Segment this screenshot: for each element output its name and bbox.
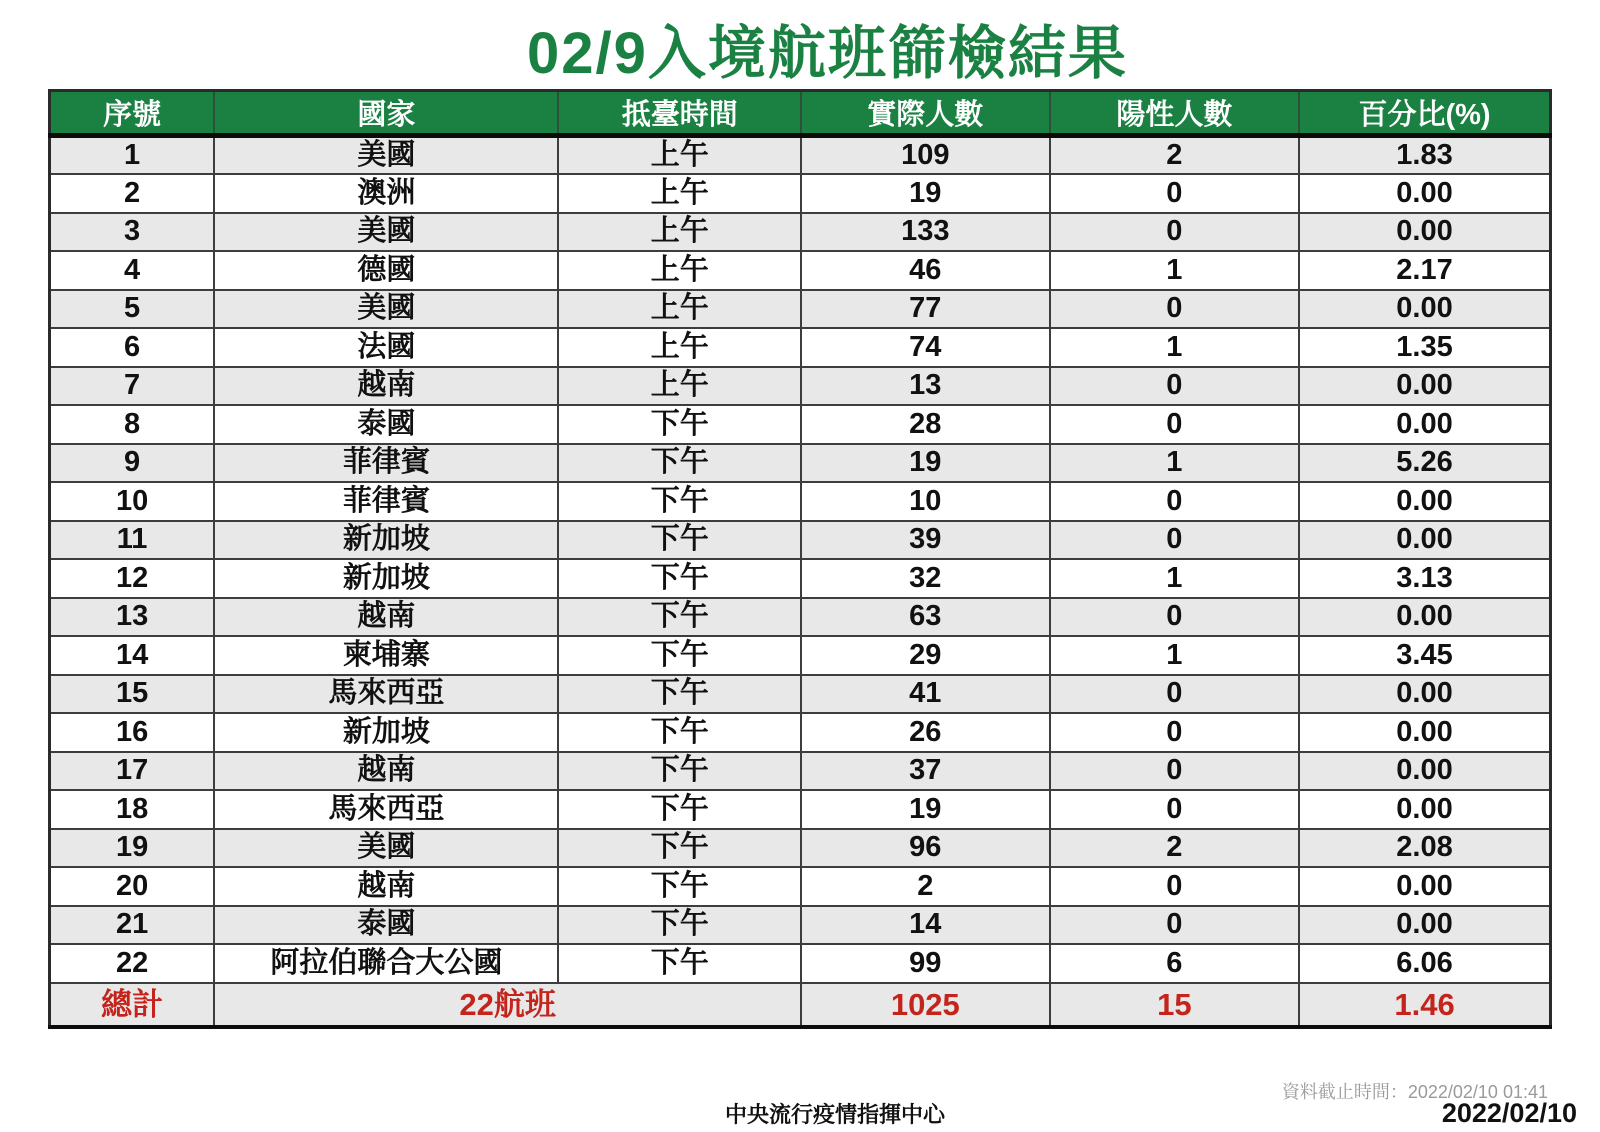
cell-positive: 0 <box>1050 521 1299 560</box>
header-cell-serial: 序號 <box>50 91 215 136</box>
cell-percent: 0.00 <box>1299 405 1550 444</box>
table-row <box>50 482 1551 521</box>
cell-percent: 0.00 <box>1299 790 1550 829</box>
cell-percent: 3.45 <box>1299 636 1550 675</box>
cell-actual: 77 <box>801 290 1050 329</box>
cell-actual: 96 <box>801 829 1050 868</box>
cell-serial: 12 <box>50 559 215 598</box>
table-row <box>50 521 1551 560</box>
cell-time: 下午 <box>558 906 801 945</box>
cell-positive: 2 <box>1050 829 1299 868</box>
cell-country: 菲律賓 <box>214 482 558 521</box>
header-cell-time: 抵臺時間 <box>558 91 801 136</box>
table-row <box>50 790 1551 829</box>
table-row <box>50 444 1551 483</box>
cell-serial: 22 <box>50 944 215 983</box>
table-row <box>50 405 1551 444</box>
table-row <box>50 944 1551 983</box>
cell-serial: 2 <box>50 174 215 213</box>
cell-serial: 15 <box>50 675 215 714</box>
cell-actual: 29 <box>801 636 1050 675</box>
cell-country: 美國 <box>214 213 558 252</box>
cell-time: 下午 <box>558 752 801 791</box>
cell-serial: 8 <box>50 405 215 444</box>
cell-country: 馬來西亞 <box>214 675 558 714</box>
report-date: 2022/02/10 <box>1441 1098 1577 1128</box>
cell-serial: 10 <box>50 482 215 521</box>
cell-country: 越南 <box>214 367 558 406</box>
table-row <box>50 136 1551 175</box>
cell-percent: 0.00 <box>1299 752 1550 791</box>
cell-time: 下午 <box>558 444 801 483</box>
cell-positive: 1 <box>1050 328 1299 367</box>
cell-country: 阿拉伯聯合大公國 <box>214 944 558 983</box>
cell-percent: 0.00 <box>1299 290 1550 329</box>
cell-actual: 2 <box>801 867 1050 906</box>
cell-country: 法國 <box>214 328 558 367</box>
cell-serial: 3 <box>50 213 215 252</box>
cell-time: 下午 <box>558 405 801 444</box>
cell-positive: 0 <box>1050 290 1299 329</box>
cell-country: 越南 <box>214 867 558 906</box>
cell-positive: 0 <box>1050 675 1299 714</box>
table-row <box>50 867 1551 906</box>
cell-time: 下午 <box>558 790 801 829</box>
cell-serial: 1 <box>50 136 215 175</box>
header-row <box>50 91 1551 136</box>
header-cell-actual: 實際人數 <box>801 91 1050 136</box>
cell-positive: 0 <box>1050 790 1299 829</box>
cell-country: 馬來西亞 <box>214 790 558 829</box>
table-row <box>50 829 1551 868</box>
cell-positive: 6 <box>1050 944 1299 983</box>
cell-actual: 63 <box>801 598 1050 637</box>
cell-percent: 0.00 <box>1299 867 1550 906</box>
data-cutoff-note: 資料截止時間：2022/02/10 01:41 <box>1281 1082 1548 1102</box>
cell-percent: 6.06 <box>1299 944 1550 983</box>
total-row <box>50 983 1551 1027</box>
table-row <box>50 559 1551 598</box>
cell-percent: 5.26 <box>1299 444 1550 483</box>
total-positive: 15 <box>1050 983 1299 1027</box>
cell-percent: 0.00 <box>1299 367 1550 406</box>
cell-serial: 18 <box>50 790 215 829</box>
cell-actual: 39 <box>801 521 1050 560</box>
cell-percent: 0.00 <box>1299 482 1550 521</box>
cell-actual: 46 <box>801 251 1050 290</box>
cell-time: 上午 <box>558 328 801 367</box>
cell-percent: 2.08 <box>1299 829 1550 868</box>
cell-positive: 1 <box>1050 251 1299 290</box>
page-title: 02/9入境航班篩檢結果 <box>527 21 1128 86</box>
cell-actual: 41 <box>801 675 1050 714</box>
table-body <box>50 136 1551 983</box>
flight-screening-table <box>48 89 1552 1029</box>
cell-positive: 0 <box>1050 598 1299 637</box>
cell-serial: 17 <box>50 752 215 791</box>
cell-time: 下午 <box>558 521 801 560</box>
total-actual: 1025 <box>801 983 1050 1027</box>
table-row <box>50 251 1551 290</box>
cell-serial: 16 <box>50 713 215 752</box>
cell-serial: 6 <box>50 328 215 367</box>
cell-positive: 0 <box>1050 367 1299 406</box>
cell-time: 下午 <box>558 867 801 906</box>
cell-serial: 7 <box>50 367 215 406</box>
cell-percent: 0.00 <box>1299 906 1550 945</box>
cell-actual: 26 <box>801 713 1050 752</box>
total-label: 總計 <box>50 983 215 1027</box>
cell-percent: 0.00 <box>1299 521 1550 560</box>
cell-actual: 19 <box>801 174 1050 213</box>
table-row <box>50 752 1551 791</box>
cell-serial: 13 <box>50 598 215 637</box>
cell-actual: 14 <box>801 906 1050 945</box>
cell-percent: 0.00 <box>1299 213 1550 252</box>
table-row <box>50 906 1551 945</box>
cell-country: 澳洲 <box>214 174 558 213</box>
cell-percent: 1.35 <box>1299 328 1550 367</box>
cell-positive: 0 <box>1050 174 1299 213</box>
cell-country: 新加坡 <box>214 713 558 752</box>
table-row <box>50 713 1551 752</box>
cell-time: 上午 <box>558 213 801 252</box>
cell-country: 美國 <box>214 136 558 175</box>
cell-serial: 20 <box>50 867 215 906</box>
cell-time: 上午 <box>558 251 801 290</box>
cell-positive: 0 <box>1050 482 1299 521</box>
cell-percent: 0.00 <box>1299 675 1550 714</box>
cell-positive: 1 <box>1050 444 1299 483</box>
cell-positive: 2 <box>1050 136 1299 175</box>
cell-time: 下午 <box>558 482 801 521</box>
cell-country: 新加坡 <box>214 559 558 598</box>
cell-positive: 1 <box>1050 636 1299 675</box>
cell-percent: 2.17 <box>1299 251 1550 290</box>
table-row <box>50 328 1551 367</box>
cell-actual: 74 <box>801 328 1050 367</box>
cell-time: 下午 <box>558 944 801 983</box>
header-cell-positive: 陽性人數 <box>1050 91 1299 136</box>
cell-actual: 99 <box>801 944 1050 983</box>
cell-actual: 109 <box>801 136 1050 175</box>
cell-country: 德國 <box>214 251 558 290</box>
cell-actual: 32 <box>801 559 1050 598</box>
cell-time: 上午 <box>558 136 801 175</box>
cell-country: 柬埔寨 <box>214 636 558 675</box>
cell-time: 下午 <box>558 675 801 714</box>
cell-positive: 0 <box>1050 405 1299 444</box>
total-percent: 1.46 <box>1299 983 1550 1027</box>
cell-percent: 1.83 <box>1299 136 1550 175</box>
cell-time: 上午 <box>558 290 801 329</box>
total-flights: 22航班 <box>214 983 801 1027</box>
cell-time: 下午 <box>558 598 801 637</box>
cell-positive: 1 <box>1050 559 1299 598</box>
cell-actual: 37 <box>801 752 1050 791</box>
cell-country: 泰國 <box>214 906 558 945</box>
cell-actual: 13 <box>801 367 1050 406</box>
cell-country: 越南 <box>214 598 558 637</box>
cell-serial: 21 <box>50 906 215 945</box>
table-row <box>50 636 1551 675</box>
cell-positive: 0 <box>1050 906 1299 945</box>
cell-country: 越南 <box>214 752 558 791</box>
cell-actual: 19 <box>801 790 1050 829</box>
cell-positive: 0 <box>1050 867 1299 906</box>
cell-positive: 0 <box>1050 213 1299 252</box>
cell-country: 泰國 <box>214 405 558 444</box>
cell-time: 上午 <box>558 367 801 406</box>
cell-time: 上午 <box>558 174 801 213</box>
cell-actual: 28 <box>801 405 1050 444</box>
cell-percent: 0.00 <box>1299 713 1550 752</box>
table-row <box>50 290 1551 329</box>
cell-serial: 9 <box>50 444 215 483</box>
cell-actual: 19 <box>801 444 1050 483</box>
cell-serial: 5 <box>50 290 215 329</box>
cell-serial: 11 <box>50 521 215 560</box>
cell-actual: 10 <box>801 482 1050 521</box>
cell-actual: 133 <box>801 213 1050 252</box>
cell-percent: 0.00 <box>1299 598 1550 637</box>
table-row <box>50 213 1551 252</box>
cell-country: 菲律賓 <box>214 444 558 483</box>
cell-serial: 4 <box>50 251 215 290</box>
cell-country: 美國 <box>214 290 558 329</box>
cell-positive: 0 <box>1050 713 1299 752</box>
table-row <box>50 367 1551 406</box>
table-row <box>50 675 1551 714</box>
cell-percent: 3.13 <box>1299 559 1550 598</box>
cell-serial: 14 <box>50 636 215 675</box>
cell-country: 美國 <box>214 829 558 868</box>
header-cell-country: 國家 <box>214 91 558 136</box>
cell-percent: 0.00 <box>1299 174 1550 213</box>
table-row <box>50 598 1551 637</box>
organization-name: 中央流行疫情指揮中心 <box>724 1102 945 1127</box>
cell-time: 下午 <box>558 559 801 598</box>
cell-time: 下午 <box>558 829 801 868</box>
header-cell-percent: 百分比(%) <box>1299 91 1550 136</box>
cell-serial: 19 <box>50 829 215 868</box>
cell-time: 下午 <box>558 636 801 675</box>
cell-time: 下午 <box>558 713 801 752</box>
cell-positive: 0 <box>1050 752 1299 791</box>
table-row <box>50 174 1551 213</box>
cell-country: 新加坡 <box>214 521 558 560</box>
